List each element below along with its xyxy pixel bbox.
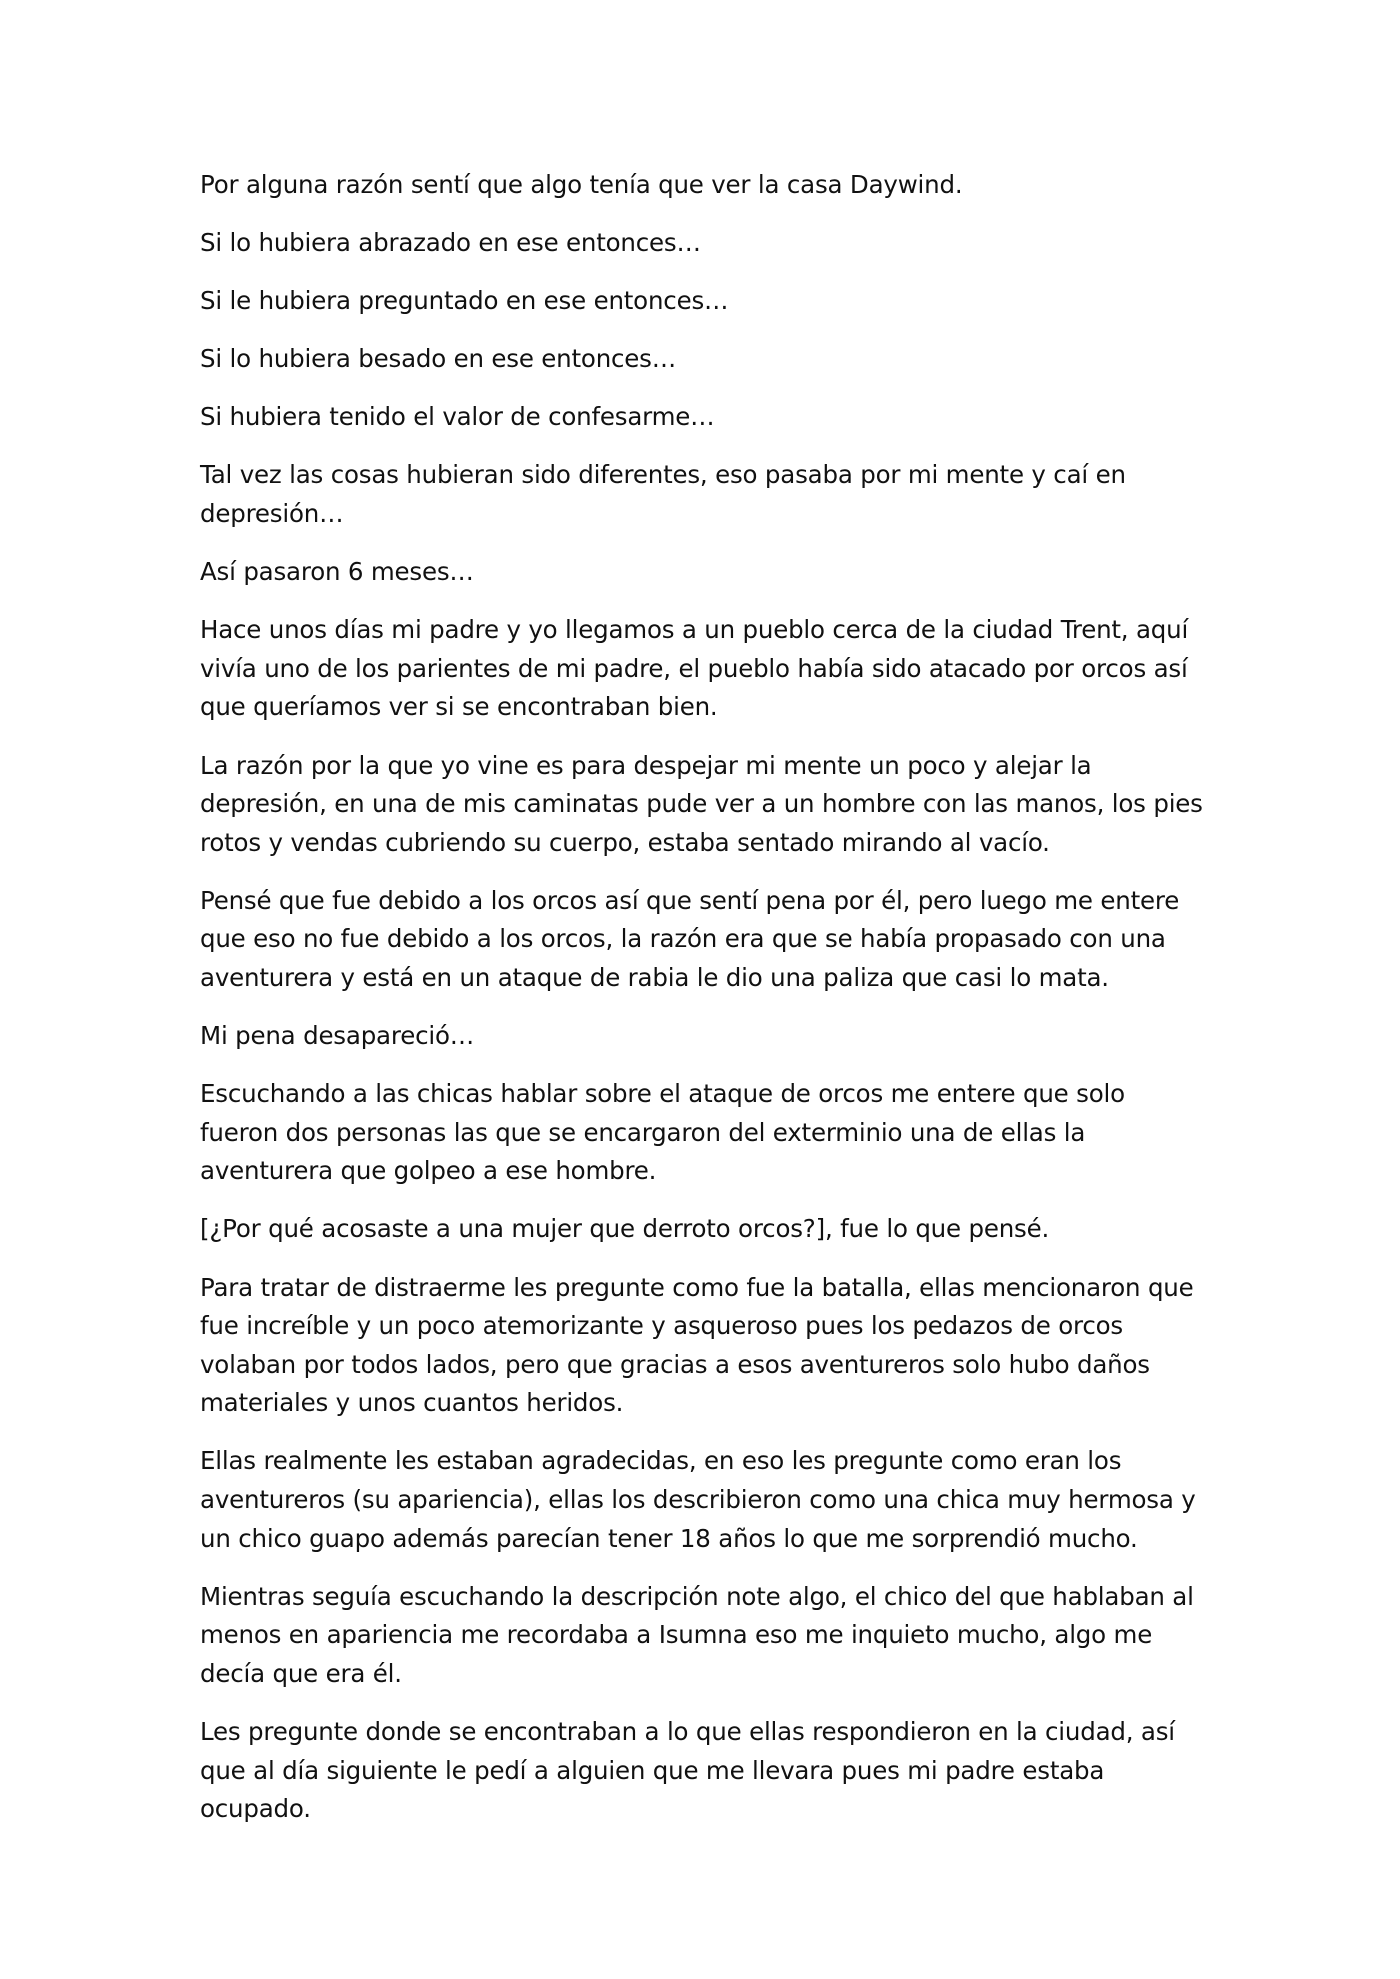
paragraph-9: La razón por la que yo vine es para despejar mi mente un poco y alejar la depresión, en una de mis caminatas pude ver a un hombre con las manos, los pies rotos y vendas cubriendo su cuerpo, estaba sentado mirando al vacío. — [200, 750, 1203, 857]
paragraph-5: Si hubiera tenido el valor de confesarme… — [200, 402, 715, 432]
paragraph-11: Mi pena desapareció… — [200, 1021, 475, 1051]
paragraph-4: Si lo hubiera besado en ese entonces… — [200, 344, 677, 374]
paragraph-14: Para tratar de distraerme les pregunte como fue la batalla, ellas mencionaron que fue increíble y un poco atemorizante y asqueroso pues los pedazos de orcos volaban por todos lados, pero que gracias a esos aventureros solo hubo daños materiales y unos cuantos heridos. — [200, 1272, 1194, 1418]
paragraph-1: Por alguna razón sentí que algo tenía que ver la casa Daywind. — [200, 170, 963, 199]
paragraph-6: Tal vez las cosas hubieran sido diferentes, eso pasaba por mi mente y caí en depresión… — [200, 460, 1126, 529]
paragraph-16: Mientras seguía escuchando la descripción note algo, el chico del que hablaban al menos en apariencia me recordaba a Isumna eso me inquieto mucho, algo me decía que era él. — [200, 1581, 1194, 1688]
paragraph-10: Pensé que fue debido a los orcos así que sentí pena por él, pero luego me entere que eso no fue debido a los orcos, la razón era que se había propasado con una aventurera y está en un ataque de rabia le dio una paliza que casi lo mata. — [200, 885, 1180, 992]
paragraph-17: Les pregunte donde se encontraban a lo que ellas respondieron en la ciudad, así que al día siguiente le pedí a alguien que me llevara pues mi padre estaba ocupado. — [200, 1717, 1175, 1824]
paragraph-13: [¿Por qué acosaste a una mujer que derroto orcos?], fue lo que pensé. — [200, 1214, 1050, 1244]
paragraph-8: Hace unos días mi padre y yo llegamos a un pueblo cerca de la ciudad Trent, aquí vivía uno de los parientes de mi padre, el pueblo había sido atacado por orcos así que queríamos ver si se encontraban bien. — [200, 615, 1189, 722]
document-body — [200, 166, 1205, 1848]
paragraph-3: Si le hubiera preguntado en ese entonces… — [200, 286, 729, 316]
paragraph-7: Así pasaron 6 meses… — [200, 557, 474, 587]
paragraph-12: Escuchando a las chicas hablar sobre el ataque de orcos me entere que solo fueron dos personas las que se encargaron del exterminio una de ellas la aventurera que golpeo a ese hombre. — [200, 1079, 1125, 1186]
paragraph-2: Si lo hubiera abrazado en ese entonces… — [200, 228, 701, 258]
paragraph-15: Ellas realmente les estaban agradecidas, en eso les pregunte como eran los aventureros (su apariencia), ellas los describieron como una chica muy hermosa y un chico guapo además parecían tener 18 años lo que me sorprendió mucho. — [200, 1446, 1196, 1553]
